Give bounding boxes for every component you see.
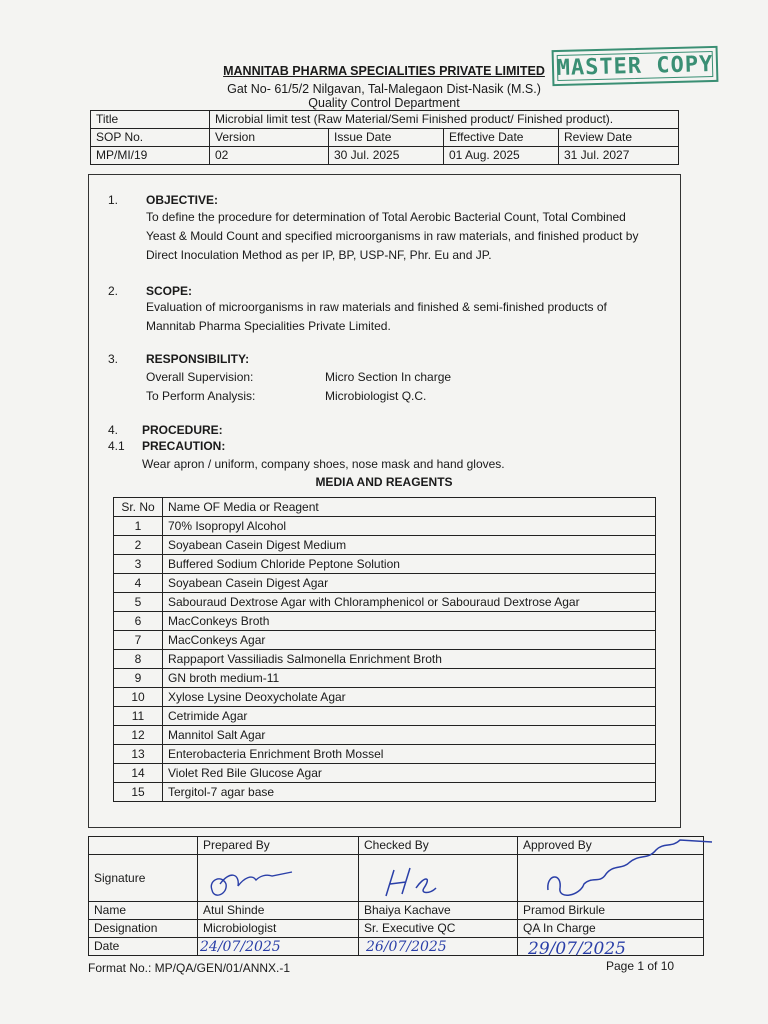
scope-text <box>146 298 607 336</box>
name-approved: Pramod Birkule <box>518 902 704 920</box>
col-effective-date: Effective Date <box>444 129 559 147</box>
col-checked-by: Checked By <box>359 837 518 855</box>
date-label: Date <box>89 938 198 956</box>
sop-header-table <box>90 110 679 165</box>
signoff-table <box>88 836 704 956</box>
sr-no: 4 <box>114 574 163 593</box>
date-checked-text: 26/07/2025 <box>366 939 447 955</box>
sr-no: 2 <box>114 536 163 555</box>
table-row <box>114 574 656 593</box>
designation-label: Designation <box>89 920 198 938</box>
sr-no: 11 <box>114 707 163 726</box>
precaution-number: 4.1 <box>108 439 125 453</box>
table-row <box>114 517 656 536</box>
scope-heading: SCOPE: <box>146 284 193 298</box>
col-sop-no: SOP No. <box>91 129 210 147</box>
media-header-row <box>114 498 656 517</box>
col-version: Version <box>210 129 329 147</box>
val-effective-date: 01 Aug. 2025 <box>444 147 559 165</box>
table-row <box>114 555 656 574</box>
department: Quality Control Department <box>308 96 460 110</box>
media-table <box>113 497 656 802</box>
table-row <box>114 612 656 631</box>
col-review-date: Review Date <box>559 129 679 147</box>
scope-line: Evaluation of microorganisms in raw materials and finished & semi-finished products of <box>146 300 607 314</box>
media-title: MEDIA AND REAGENTS <box>315 475 453 489</box>
media-name: GN broth medium-11 <box>163 669 656 688</box>
title-value: Microbial limit test (Raw Material/Semi Finished product/ Finished product). <box>210 111 679 129</box>
table-row <box>114 783 656 802</box>
signature-approved <box>518 855 704 902</box>
media-name: Sabouraud Dextrose Agar with Chloramphenicol or Sabouraud Dextrose Agar <box>163 593 656 612</box>
date-approved-text: 29/07/2025 <box>528 939 626 959</box>
media-name: Soyabean Casein Digest Medium <box>163 536 656 555</box>
val-issue-date: 30 Jul. 2025 <box>329 147 444 165</box>
name-checked: Bhaiya Kachave <box>359 902 518 920</box>
scope-line: Mannitab Pharma Specialities Private Limited. <box>146 319 391 333</box>
sr-no: 8 <box>114 650 163 669</box>
responsibility-number: 3. <box>108 352 119 366</box>
table-row <box>114 707 656 726</box>
signature-label: Signature <box>89 855 198 902</box>
date-prepared-text: 24/07/2025 <box>200 939 281 955</box>
media-name: Xylose Lysine Deoxycholate Agar <box>163 688 656 707</box>
col-approved-by: Approved By <box>518 837 704 855</box>
table-row <box>114 688 656 707</box>
name-label: Name <box>89 902 198 920</box>
table-row <box>114 745 656 764</box>
analysis-label: To Perform Analysis: <box>146 389 256 403</box>
sr-no: 5 <box>114 593 163 612</box>
table-row <box>114 536 656 555</box>
header-media-name: Name OF Media or Reagent <box>163 498 656 517</box>
scope-number: 2. <box>108 284 119 298</box>
name-prepared: Atul Shinde <box>198 902 359 920</box>
title-label: Title <box>91 111 210 129</box>
media-name: Violet Red Bile Glucose Agar <box>163 764 656 783</box>
table-row <box>114 631 656 650</box>
supervision-value: Micro Section In charge <box>325 370 452 384</box>
sr-no: 7 <box>114 631 163 650</box>
objective-text <box>146 208 638 265</box>
objective-line: Direct Inoculation Method as per IP, BP, USP-NF, Phr. Eu and JP. <box>146 248 492 262</box>
designation-checked: Sr. Executive QC <box>359 920 518 938</box>
media-name: Mannitol Salt Agar <box>163 726 656 745</box>
signature-checked <box>359 855 518 902</box>
precaution-heading: PRECAUTION: <box>142 439 226 453</box>
date-approved <box>518 938 704 956</box>
supervision-label: Overall Supervision: <box>146 370 254 384</box>
designation-approved: QA In Charge <box>518 920 704 938</box>
procedure-number: 4. <box>108 423 119 437</box>
company-name: MANNITAB PHARMA SPECIALITIES PRIVATE LIMITED <box>223 64 545 78</box>
analysis-value: Microbiologist Q.C. <box>325 389 427 403</box>
signature-prepared <box>198 855 359 902</box>
sr-no: 12 <box>114 726 163 745</box>
sr-no: 14 <box>114 764 163 783</box>
objective-number: 1. <box>108 193 119 207</box>
media-name: Cetrimide Agar <box>163 707 656 726</box>
val-version: 02 <box>210 147 329 165</box>
header-sr-no: Sr. No <box>114 498 163 517</box>
table-row <box>114 764 656 783</box>
date-checked <box>359 938 518 956</box>
objective-line: To define the procedure for determination of Total Aerobic Bacterial Count, Total Combined <box>146 210 626 224</box>
sr-no: 9 <box>114 669 163 688</box>
signoff-corner <box>89 837 198 855</box>
media-name: Soyabean Casein Digest Agar <box>163 574 656 593</box>
format-number: Format No.: MP/QA/GEN/01/ANNX.-1 <box>88 961 291 975</box>
sr-no: 3 <box>114 555 163 574</box>
table-row <box>114 593 656 612</box>
date-prepared <box>198 938 359 956</box>
media-name: 70% Isopropyl Alcohol <box>163 517 656 536</box>
media-name: Rappaport Vassiliadis Salmonella Enrichment Broth <box>163 650 656 669</box>
sr-no: 6 <box>114 612 163 631</box>
company-address: Gat No- 61/5/2 Nilgavan, Tal-Malegaon Dist-Nasik (M.S.) <box>227 82 541 96</box>
val-sop-no: MP/MI/19 <box>91 147 210 165</box>
sr-no: 15 <box>114 783 163 802</box>
col-prepared-by: Prepared By <box>198 837 359 855</box>
precaution-text: Wear apron / uniform, company shoes, nose mask and hand gloves. <box>142 457 505 471</box>
media-name: Buffered Sodium Chloride Peptone Solution <box>163 555 656 574</box>
responsibility-heading: RESPONSIBILITY: <box>146 352 250 366</box>
page-number: Page 1 of 10 <box>606 959 675 973</box>
master-copy-stamp: MASTER COPY <box>552 46 719 86</box>
objective-heading: OBJECTIVE: <box>146 193 219 207</box>
sr-no: 1 <box>114 517 163 536</box>
table-row <box>114 726 656 745</box>
media-name: MacConkeys Broth <box>163 612 656 631</box>
val-review-date: 31 Jul. 2027 <box>559 147 679 165</box>
media-name: MacConkeys Agar <box>163 631 656 650</box>
sr-no: 13 <box>114 745 163 764</box>
objective-line: Yeast & Mould Count and specified microorganisms in raw materials, and finished product by <box>146 229 639 243</box>
procedure-heading: PROCEDURE: <box>142 423 223 437</box>
sr-no: 10 <box>114 688 163 707</box>
table-row <box>114 650 656 669</box>
col-issue-date: Issue Date <box>329 129 444 147</box>
designation-prepared: Microbiologist <box>198 920 359 938</box>
media-name: Enterobacteria Enrichment Broth Mossel <box>163 745 656 764</box>
table-row <box>114 669 656 688</box>
media-name: Tergitol-7 agar base <box>163 783 656 802</box>
